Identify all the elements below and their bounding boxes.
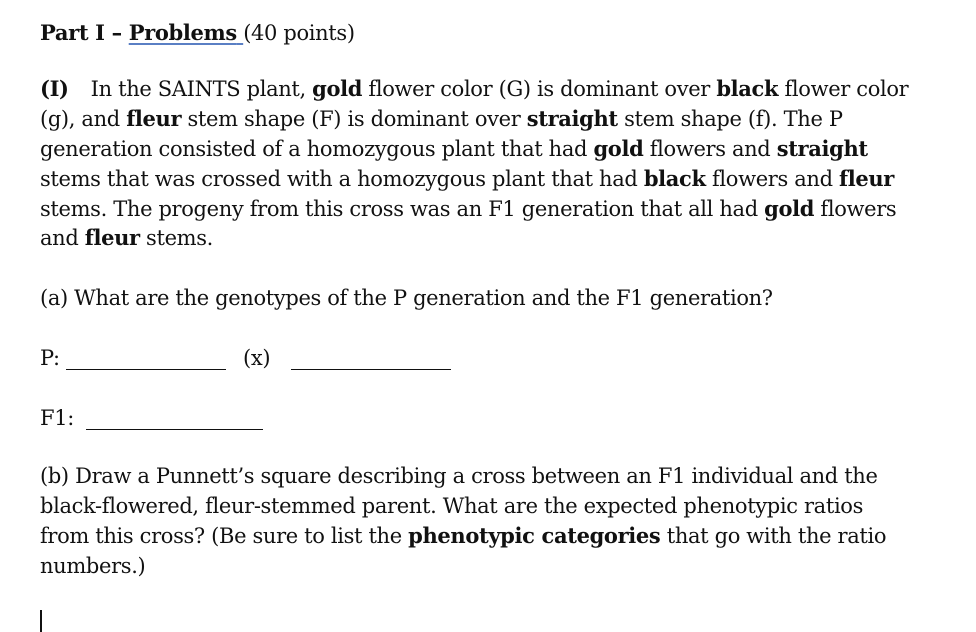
text-run: stems. The progeny from this cross was an F1 generation that all had [40, 197, 765, 221]
text-run: flowers and [643, 137, 777, 161]
f1-generation-label: F1: [40, 406, 74, 430]
text-run: and [40, 226, 85, 250]
cross-label: (x) [243, 346, 271, 370]
question-b-line-2: black-flowered, fleur-stemmed parent. What are the expected phenotypic ratios [40, 494, 864, 518]
p-answer-blank-2[interactable] [291, 369, 451, 370]
problem-line-3 [40, 134, 868, 164]
problem-line-5 [40, 194, 896, 224]
question-a-text: (a) What are the genotypes of the P generation and the F1 generation? [40, 286, 773, 310]
problem-line-4 [40, 164, 894, 194]
text-run: stems that was crossed with a homozygous plant that had [40, 167, 644, 191]
text-run: from this cross? (Be sure to list the [40, 524, 409, 548]
text-run: stem shape (f). The P [617, 107, 843, 131]
bold-term: phenotypic categories [408, 523, 661, 548]
p-answer-blank-1[interactable] [66, 369, 226, 370]
text-run: stem shape (F) is dominant over [181, 107, 527, 131]
text-run: (g), and [40, 107, 127, 131]
problem-line-6 [40, 223, 213, 253]
bold-term: fleur [84, 225, 140, 250]
problem-line-2 [40, 104, 843, 134]
text-run: In the SAINTS plant, [90, 77, 313, 101]
question-b-line-3 [40, 521, 886, 551]
bold-term: gold [312, 76, 363, 101]
part-label: Part I – [40, 20, 129, 45]
text-run: flower color (G) is dominant over [362, 77, 717, 101]
text-run: flower color [778, 77, 909, 101]
p-generation-label: P: [40, 346, 60, 370]
problem-number: (I) [40, 76, 69, 101]
bold-term: straight [776, 136, 868, 161]
f1-answer-blank[interactable] [86, 429, 263, 430]
text-run: that go with the ratio [660, 524, 887, 548]
problem-line-1 [40, 74, 908, 104]
bold-term: straight [526, 106, 618, 131]
part-heading [40, 18, 355, 48]
text-run: generation consisted of a homozygous plant that had [40, 137, 594, 161]
question-b-line-4: numbers.) [40, 554, 146, 578]
bold-term: fleur [126, 106, 182, 131]
text-cursor[interactable] [40, 610, 42, 632]
text-run: flowers [814, 197, 897, 221]
question-b-line-1: (b) Draw a Punnett’s square describing a cross between an F1 individual and the [40, 464, 878, 488]
bold-term: black [716, 76, 779, 101]
section-title: Problems [128, 20, 237, 45]
points-label: (40 points) [243, 21, 355, 45]
bold-term: gold [593, 136, 644, 161]
bold-term: black [643, 166, 706, 191]
bold-term: fleur [839, 166, 894, 191]
bold-term: gold [764, 196, 815, 221]
text-run: flowers and [705, 167, 840, 191]
text-run: stems. [139, 226, 213, 250]
